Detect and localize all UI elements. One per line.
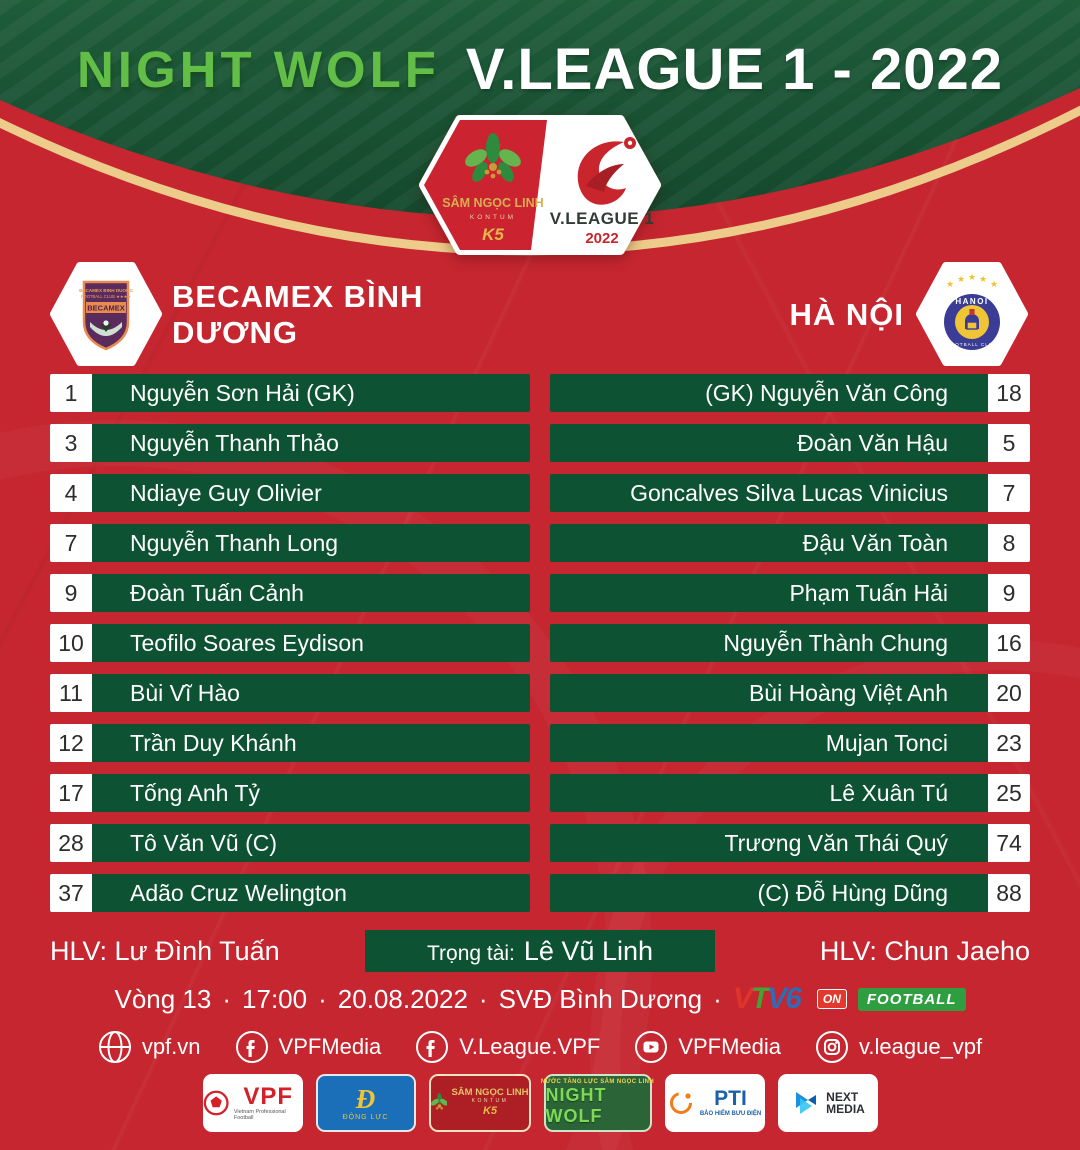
referee-box [365,930,715,972]
player-number: 7 [50,524,92,562]
next-media-icon [790,1088,820,1118]
svg-text:BECAMEX BINH DUONG: BECAMEX BINH DUONG [79,288,133,293]
facebook-icon [415,1030,449,1064]
match-round: Vòng 13 [114,983,212,1014]
instagram-icon [815,1030,849,1064]
player-number: 28 [50,824,92,862]
badge-sponsor-region: KONTUM [469,214,517,221]
vpf-ball-icon [203,1089,229,1117]
player-row [550,874,1030,912]
on-badge: ON [817,989,847,1009]
svg-text:★: ★ [967,272,977,282]
player-name: Mujan Tonci [550,724,988,762]
player-row [50,824,530,862]
player-name: (GK) Nguyễn Văn Công [550,374,988,412]
player-row [550,624,1030,662]
home-coach: HLV: Lư Đình Tuấn [50,935,280,966]
vtv6-logo: V T V 6 [732,982,800,1015]
badge-league-name: V.LEAGUE 1 [549,209,655,228]
away-team-crest [916,262,1028,366]
player-number: 7 [988,474,1030,512]
player-row [50,624,530,662]
player-number: 18 [988,374,1030,412]
svg-text:★: ★ [978,274,988,284]
player-name: Nguyễn Sơn Hải (GK) [92,374,530,412]
player-name: Đoàn Tuấn Cảnh [92,574,530,612]
badge-league-year: 2022 [585,230,619,247]
player-name: Trần Duy Khánh [92,724,530,762]
player-name: Adão Cruz Welington [92,874,530,912]
player-name: Nguyễn Thành Chung [550,624,988,662]
player-row [50,574,530,612]
player-name: Đậu Văn Toàn [550,524,988,562]
social-website [98,1030,201,1064]
social-row [0,1030,1080,1064]
globe-icon [98,1030,132,1064]
player-number: 9 [988,574,1030,612]
player-number: 25 [988,774,1030,812]
page-title [0,36,1080,103]
sponsor-sam-ngoc-linh: SÂM NGỌC LINH KONTUM K5 [429,1074,531,1132]
match-info-line: Vòng 13 · 17:00 · 20.08.2022 · SVĐ Bình Dương · V T V 6 ON FOOTBALL [0,982,1080,1016]
badge-k5: K5 [482,225,504,244]
svg-text:FOOTBALL CLUB ★★★★: FOOTBALL CLUB ★★★★ [80,294,132,299]
player-row [50,374,530,412]
away-lineup-list [550,374,1030,912]
player-row [50,524,530,562]
player-number: 1 [50,374,92,412]
match-date: 20.08.2022 [337,983,468,1014]
home-crest-label: BECAMEX [87,303,125,313]
title-league: V.LEAGUE 1 - 2022 [465,37,1004,102]
facebook-icon [235,1030,269,1064]
player-name: Bùi Hoàng Việt Anh [550,674,988,712]
match-time: 17:00 [242,983,308,1014]
league-badge [418,114,662,261]
badge-sponsor-name: SÂM NGỌC LINH [442,196,544,210]
title-night-wolf: NIGHT WOLF [76,41,440,98]
player-row [550,724,1030,762]
player-number: 12 [50,724,92,762]
sponsor-dong-luc: Đ ĐỘNG LỰC [316,1074,416,1132]
player-row [550,424,1030,462]
home-team-crest [50,262,162,366]
svg-text:★: ★ [945,279,955,289]
player-row [50,674,530,712]
social-instagram [815,1030,982,1064]
player-number: 88 [988,874,1030,912]
player-name: Teofilo Soares Eydison [92,624,530,662]
player-name: Nguyễn Thanh Long [92,524,530,562]
player-name: Tô Văn Vũ (C) [92,824,530,862]
player-row [50,474,530,512]
player-name: Tống Anh Tỷ [92,774,530,812]
away-crest-label: HANOI [955,297,989,306]
player-name: Phạm Tuấn Hải [550,574,988,612]
player-number: 23 [988,724,1030,762]
social-label: vpf.vn [141,1034,201,1059]
player-row [50,874,530,912]
player-name: Bùi Vĩ Hào [92,674,530,712]
social-label: VPFMedia [278,1034,382,1059]
youtube-icon [634,1030,668,1064]
player-number: 11 [50,674,92,712]
player-name: Đoàn Văn Hậu [550,424,988,462]
player-row [50,774,530,812]
player-row [550,674,1030,712]
player-number: 16 [988,624,1030,662]
social-label: VPFMedia [678,1034,782,1059]
sponsor-row [0,1074,1080,1132]
referee-label: Trọng tài: [426,942,515,965]
on-football-badge: FOOTBALL [858,988,966,1011]
player-number: 20 [988,674,1030,712]
social-youtube [634,1030,781,1064]
player-number: 4 [50,474,92,512]
social-facebook-2 [415,1030,600,1064]
player-name: Nguyễn Thanh Thảo [92,424,530,462]
player-number: 37 [50,874,92,912]
player-row [550,574,1030,612]
sponsor-next-media: NEXT MEDIA [778,1074,878,1132]
sponsor-vpf: VPF Vietnam Professional Football [203,1074,303,1132]
player-row [550,374,1030,412]
player-number: 5 [988,424,1030,462]
match-venue: SVĐ Bình Dương [498,983,703,1014]
lineup-columns [50,374,1030,912]
player-number: 10 [50,624,92,662]
pti-swirl-icon [668,1090,694,1116]
social-label: V.League.VPF [459,1034,601,1059]
player-number: 9 [50,574,92,612]
player-name: Ndiaye Guy Olivier [92,474,530,512]
player-name: Trương Văn Thái Quý [550,824,988,862]
player-row [550,524,1030,562]
player-name: (C) Đỗ Hùng Dũng [550,874,988,912]
away-coach: HLV: Chun Jaeho [819,935,1030,966]
player-row [550,474,1030,512]
player-number: 17 [50,774,92,812]
away-crest-sub: FOOTBALL CLUB [946,342,998,347]
social-label: v.league_vpf [859,1034,983,1059]
home-team-name: BECAMEX BÌNH DƯƠNG [172,279,424,350]
svg-text:★: ★ [956,274,966,284]
away-team-name: HÀ NỘI [789,297,904,332]
social-facebook-1 [235,1030,382,1064]
sponsor-night-wolf: NƯỚC TĂNG LỰC SÂM NGỌC LINH NIGHT WOLF [544,1074,652,1132]
sponsor-pti: PTI BẢO HIỂM BƯU ĐIỆN [665,1074,765,1132]
player-row [50,424,530,462]
referee-name: Lê Vũ Linh [523,936,654,966]
player-row [550,824,1030,862]
player-number: 74 [988,824,1030,862]
player-name: Lê Xuân Tú [550,774,988,812]
svg-text:★: ★ [989,279,999,289]
player-number: 8 [988,524,1030,562]
player-number: 3 [50,424,92,462]
home-lineup-list [50,374,530,912]
ginseng-leaf-icon [431,1090,448,1116]
player-row [550,774,1030,812]
player-row [50,724,530,762]
player-name: Goncalves Silva Lucas Vinicius [550,474,988,512]
